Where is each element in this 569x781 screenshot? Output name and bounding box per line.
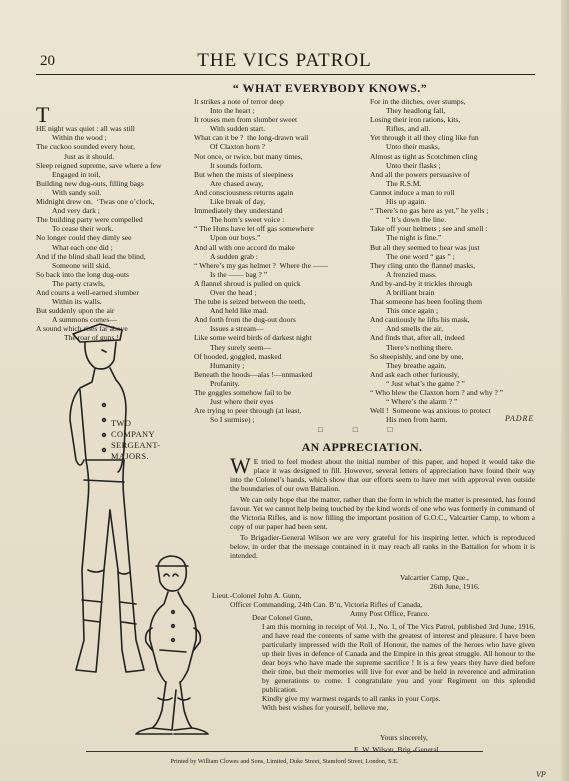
poem-line: A sudden grab : [210, 251, 258, 261]
poem-line: Well ! Someone was anxious to protect [370, 406, 491, 416]
caption-line: SERGEANT- [111, 441, 161, 450]
poem-line: HE night was quiet : all was still [36, 124, 135, 134]
poem-line: It sounds forlorn. [210, 160, 263, 170]
publication-title: THE VICS PATROL [197, 50, 372, 71]
poem-line: So I surmise) ; [210, 415, 255, 425]
poem-line: “ Who blew the Claxton horn ? and why ? ” [370, 388, 504, 397]
poem-line: The party crawls, [52, 278, 105, 288]
poem-line: Are chased away, [210, 178, 264, 188]
poem-line: The one word “ gas ” ; [386, 251, 455, 261]
poem-line: So sheepishly, and one by one, [370, 351, 464, 361]
poem-line: “ Where’s the alarm ? ” [386, 397, 458, 407]
appreciation-drop-cap: W [230, 453, 251, 478]
poem-line: Within the wood ; [52, 133, 107, 143]
poem-line: The horn’s sweet voice : [210, 215, 285, 225]
poem-line: Sleep reigned supreme, save where a few [36, 160, 162, 170]
sergeant-majors-illustration [40, 310, 215, 740]
letter-address-block [212, 573, 535, 618]
letter-closing [230, 721, 535, 754]
poem-line: Issues a stream— [210, 324, 264, 334]
letter-signature: E. W. Wilson, Brig.-General. [354, 745, 441, 754]
poem-line: “ The Huns have let off gas somewhere [194, 224, 314, 234]
letter-regards: Kindly give my warmest regards to all ranks in your Corps. [262, 694, 441, 703]
poem-line: The night is fine.” [386, 233, 442, 243]
poem-line: It strikes a note of terror deep [194, 97, 284, 106]
page-edge-shadow [561, 0, 569, 781]
poem-line: And finds that, after all, indeed [370, 333, 465, 343]
poem-line: So back into the long dug-outs [36, 269, 130, 279]
poem-line: Of hooded, goggled, masked [194, 351, 282, 361]
poem-line: They surely seem— [210, 342, 272, 352]
letter-date: 26th June, 1916. [430, 582, 480, 591]
poem-line: It rouses men from slumber sweet [194, 115, 298, 125]
poem-signature: PADRE [505, 414, 535, 423]
header-rule [36, 74, 535, 75]
poem-line: To cease their work. [52, 224, 114, 234]
poem-line: And cautiously he lifts his mask, [370, 315, 470, 325]
poem-line: Beneath the hoods—alas !—unmasked [194, 369, 313, 379]
appreciation-paragraph-1-text: E tried to feel modest about the initial number of this paper, and hoped it would take the place it was designed to fill. However, several letters of appreciation have found their way into the Colonel’s hands, which show that our efforts seem to have met with approval even outside the boundaries of our own Battalion. [230, 457, 535, 493]
poem-line: Take off your helmets ; see and smell : [370, 224, 488, 234]
poem-line: Unto their flasks ; [386, 160, 441, 170]
poem-line: This once again ; [386, 306, 439, 316]
poem-line: His men from harm. [386, 415, 448, 425]
poem-line: A summons comes— [52, 315, 117, 325]
appreciation-text [230, 453, 535, 562]
poem-line: The building party were compelled [36, 215, 143, 225]
poem-line: What can it be ? the long-drawn wail [194, 133, 309, 143]
illustration-caption [111, 418, 160, 462]
poem-line: Someone will skid. [52, 260, 111, 270]
poem-line: Upon our boys.” [210, 233, 261, 243]
poem-line: The cuckoo sounded every hour, [36, 142, 136, 152]
page-number: 20 [40, 53, 55, 69]
poem-line: And ask each other furiously, [370, 369, 460, 379]
poem-line: With sudden start. [210, 124, 266, 134]
poem-line: Cannot induce a man to roll [370, 187, 455, 197]
poem-line: The goggles somehow fail to be [194, 388, 292, 397]
poem-line: Over the head ; [210, 287, 257, 297]
poem-line: A brilliant brain [386, 287, 435, 297]
poem-line: No longer could they dimly see [36, 233, 132, 243]
poem-line: Engaged in toil, [52, 169, 101, 179]
poem-line: Building new dug-outs, filling bags [36, 178, 144, 188]
poem-line: Rifles, and all. [386, 124, 431, 134]
poem-line: “ Just what’s the game ? ” [386, 378, 465, 388]
poem-line: And forth from the dug-out doors [194, 315, 296, 325]
poem-line: The R.S.M. [386, 178, 422, 188]
poem-line: Are trying to peer through (at least, [194, 406, 302, 416]
poem-line: The tube is seized between the teeth, [194, 297, 306, 307]
poem-line: Into the heart ; [210, 106, 255, 116]
poem-line: And smells the air, [386, 324, 444, 334]
poem-line: Midnight drew on. ‘Twas one o’clock, [36, 197, 155, 207]
poem-line: Within its walls. [52, 297, 102, 307]
letter-place: Valcartier Camp, Que., [400, 573, 469, 582]
poem-line: And consciousness returns again [194, 187, 294, 197]
section-ornament: □ □ □ [318, 425, 407, 434]
caption-line: COMPANY [111, 430, 155, 439]
poem-line: And all with one accord do make [194, 242, 295, 252]
poem-line: And by-and-by it trickles through [370, 278, 473, 288]
poem-line: “ It’s down the line. [386, 215, 447, 225]
poem-column-2 [194, 97, 364, 424]
poem-line: But all they seemed to hear was just [370, 242, 480, 252]
poem-line: A flannel shroud is pulled on quick [194, 278, 301, 288]
poem-line: What each one did ; [52, 242, 113, 252]
letter-recipient: Lieut.-Colonel John A. Gunn, [212, 591, 302, 600]
caption-line: MAJORS. [111, 452, 149, 461]
poem-line: Not once, or twice, but many times, [194, 151, 303, 161]
poem-line: They cling unto the flannel masks, [370, 260, 476, 270]
poem-line: Just as it should. [64, 151, 115, 161]
poem-line: With sandy soil. [52, 187, 102, 197]
poem-title: “ WHAT EVERYBODY KNOWS.” [232, 81, 428, 95]
poem-line: That someone has been fooling them [370, 297, 482, 307]
poem-line: His up again. [386, 197, 427, 207]
poem-line: Of Claxton horn ? [210, 142, 266, 152]
appreciation-paragraph-3: To Brigadier-General Wilson we are very grateful for his inspiring letter, which is reproduced below, in order that the message contained in it may reach all ranks in the Battalion for whom it is intended. [230, 533, 535, 560]
appreciation-title: AN APPRECIATION. [301, 440, 423, 454]
poem-line: Yet through it all they cling like fun [370, 133, 479, 143]
poem-line: They headlong fall, [386, 106, 446, 116]
poem-line: And courts a well-earned slumber [36, 287, 139, 297]
poem-line: The roar of guns ! [64, 333, 119, 343]
poem-line: But suddenly upon the air [36, 306, 115, 316]
poem-line: And very dark ; [52, 206, 100, 216]
poem-line: Losing their iron rations, kits, [370, 115, 461, 125]
printer-imprint: Printed by William Clowes and Sons, Limited, Duke Street, Stamford Street, London, S.E. [170, 758, 399, 765]
poem-line: Is the —— bag ? ” [210, 269, 268, 279]
appreciation-paragraph-1 [230, 453, 535, 493]
letter-recipient-office: Officer Commanding, 24th Can. B’n, Victoria Rifles of Canada, [230, 600, 423, 609]
poem-line: A sound which rises far above [36, 324, 128, 334]
poem-line: For in the ditches, over stumps, [370, 97, 466, 106]
poem-line: Like break of day, [210, 197, 266, 207]
appreciation-paragraph-2: We can only hope that the matter, rather than the form in which the matter is presented, has found favour. Yet we cannot help being touched by the kind words of one who was formerly in command of the Victoria Rifles, and is now filling the important position of G.O.C., Valcartier Camp, to whom a copy of our paper had been sent. [230, 495, 535, 531]
caption-line: TWO [111, 419, 132, 428]
poem-column-1 [36, 97, 186, 343]
poem-column-3 [370, 97, 540, 424]
corner-mark: VP [536, 770, 546, 779]
poem-drop-cap: T [36, 102, 50, 128]
poem-line: Profanity. [210, 378, 240, 388]
letter-salutation: Dear Colonel Gunn, [252, 613, 313, 622]
poem-line: “ There’s no gas here as yet,” he yells ; [370, 206, 489, 216]
poem-line: There’s nothing there. [386, 342, 453, 352]
poem-line: Humanity ; [210, 360, 245, 370]
footer-rule [86, 751, 483, 752]
letter-recipient-address: Army Post Office, France. [350, 609, 430, 618]
poem-line: Immediately they understand [194, 206, 283, 216]
poem-line: A frenzied mass. [386, 269, 437, 279]
letter-body [230, 613, 535, 712]
poem-line: And all the powers persuasive of [370, 169, 470, 179]
poem-line: They breathe again, [386, 360, 447, 370]
poem-line: But when the mists of sleepiness [194, 169, 294, 179]
poem-line: Like some weird birds of darkest night [194, 333, 312, 343]
letter-body-text: I am this morning in receipt of Vol. I., No. 1, of The Vics Patrol, published 3rd June, 1916, and have read the contents of same with the greatest of interest and pleasure. I have been particularly impressed with the Roll of Honour, the names of the heroes who have given up their lives in defence of Canada and the Empire in this great struggle. All honour to the dear boys who have made the supreme sacrifice ! It is a few years they have died before their time, but their memories will live for ever and be held in reverence and admiration by generations to come. I congratulate you and your Regiment on this splendid publication. [262, 622, 535, 694]
poem-line: “ Where’s my gas helmet ? Where the —— [194, 260, 329, 270]
poem-line: And held like mad. [210, 306, 269, 316]
poem-line: Unto their masks, [386, 142, 440, 152]
letter-wishes: With best wishes for yourself, believe me, [262, 703, 389, 712]
poem-line: Just where their eyes [210, 397, 274, 407]
poem-line: Almost as tight as Scotchmen cling [370, 151, 478, 161]
letter-closing-phrase: Yours sincerely, [380, 733, 428, 742]
poem-line: And if the blind shall lead the blind, [36, 251, 146, 261]
